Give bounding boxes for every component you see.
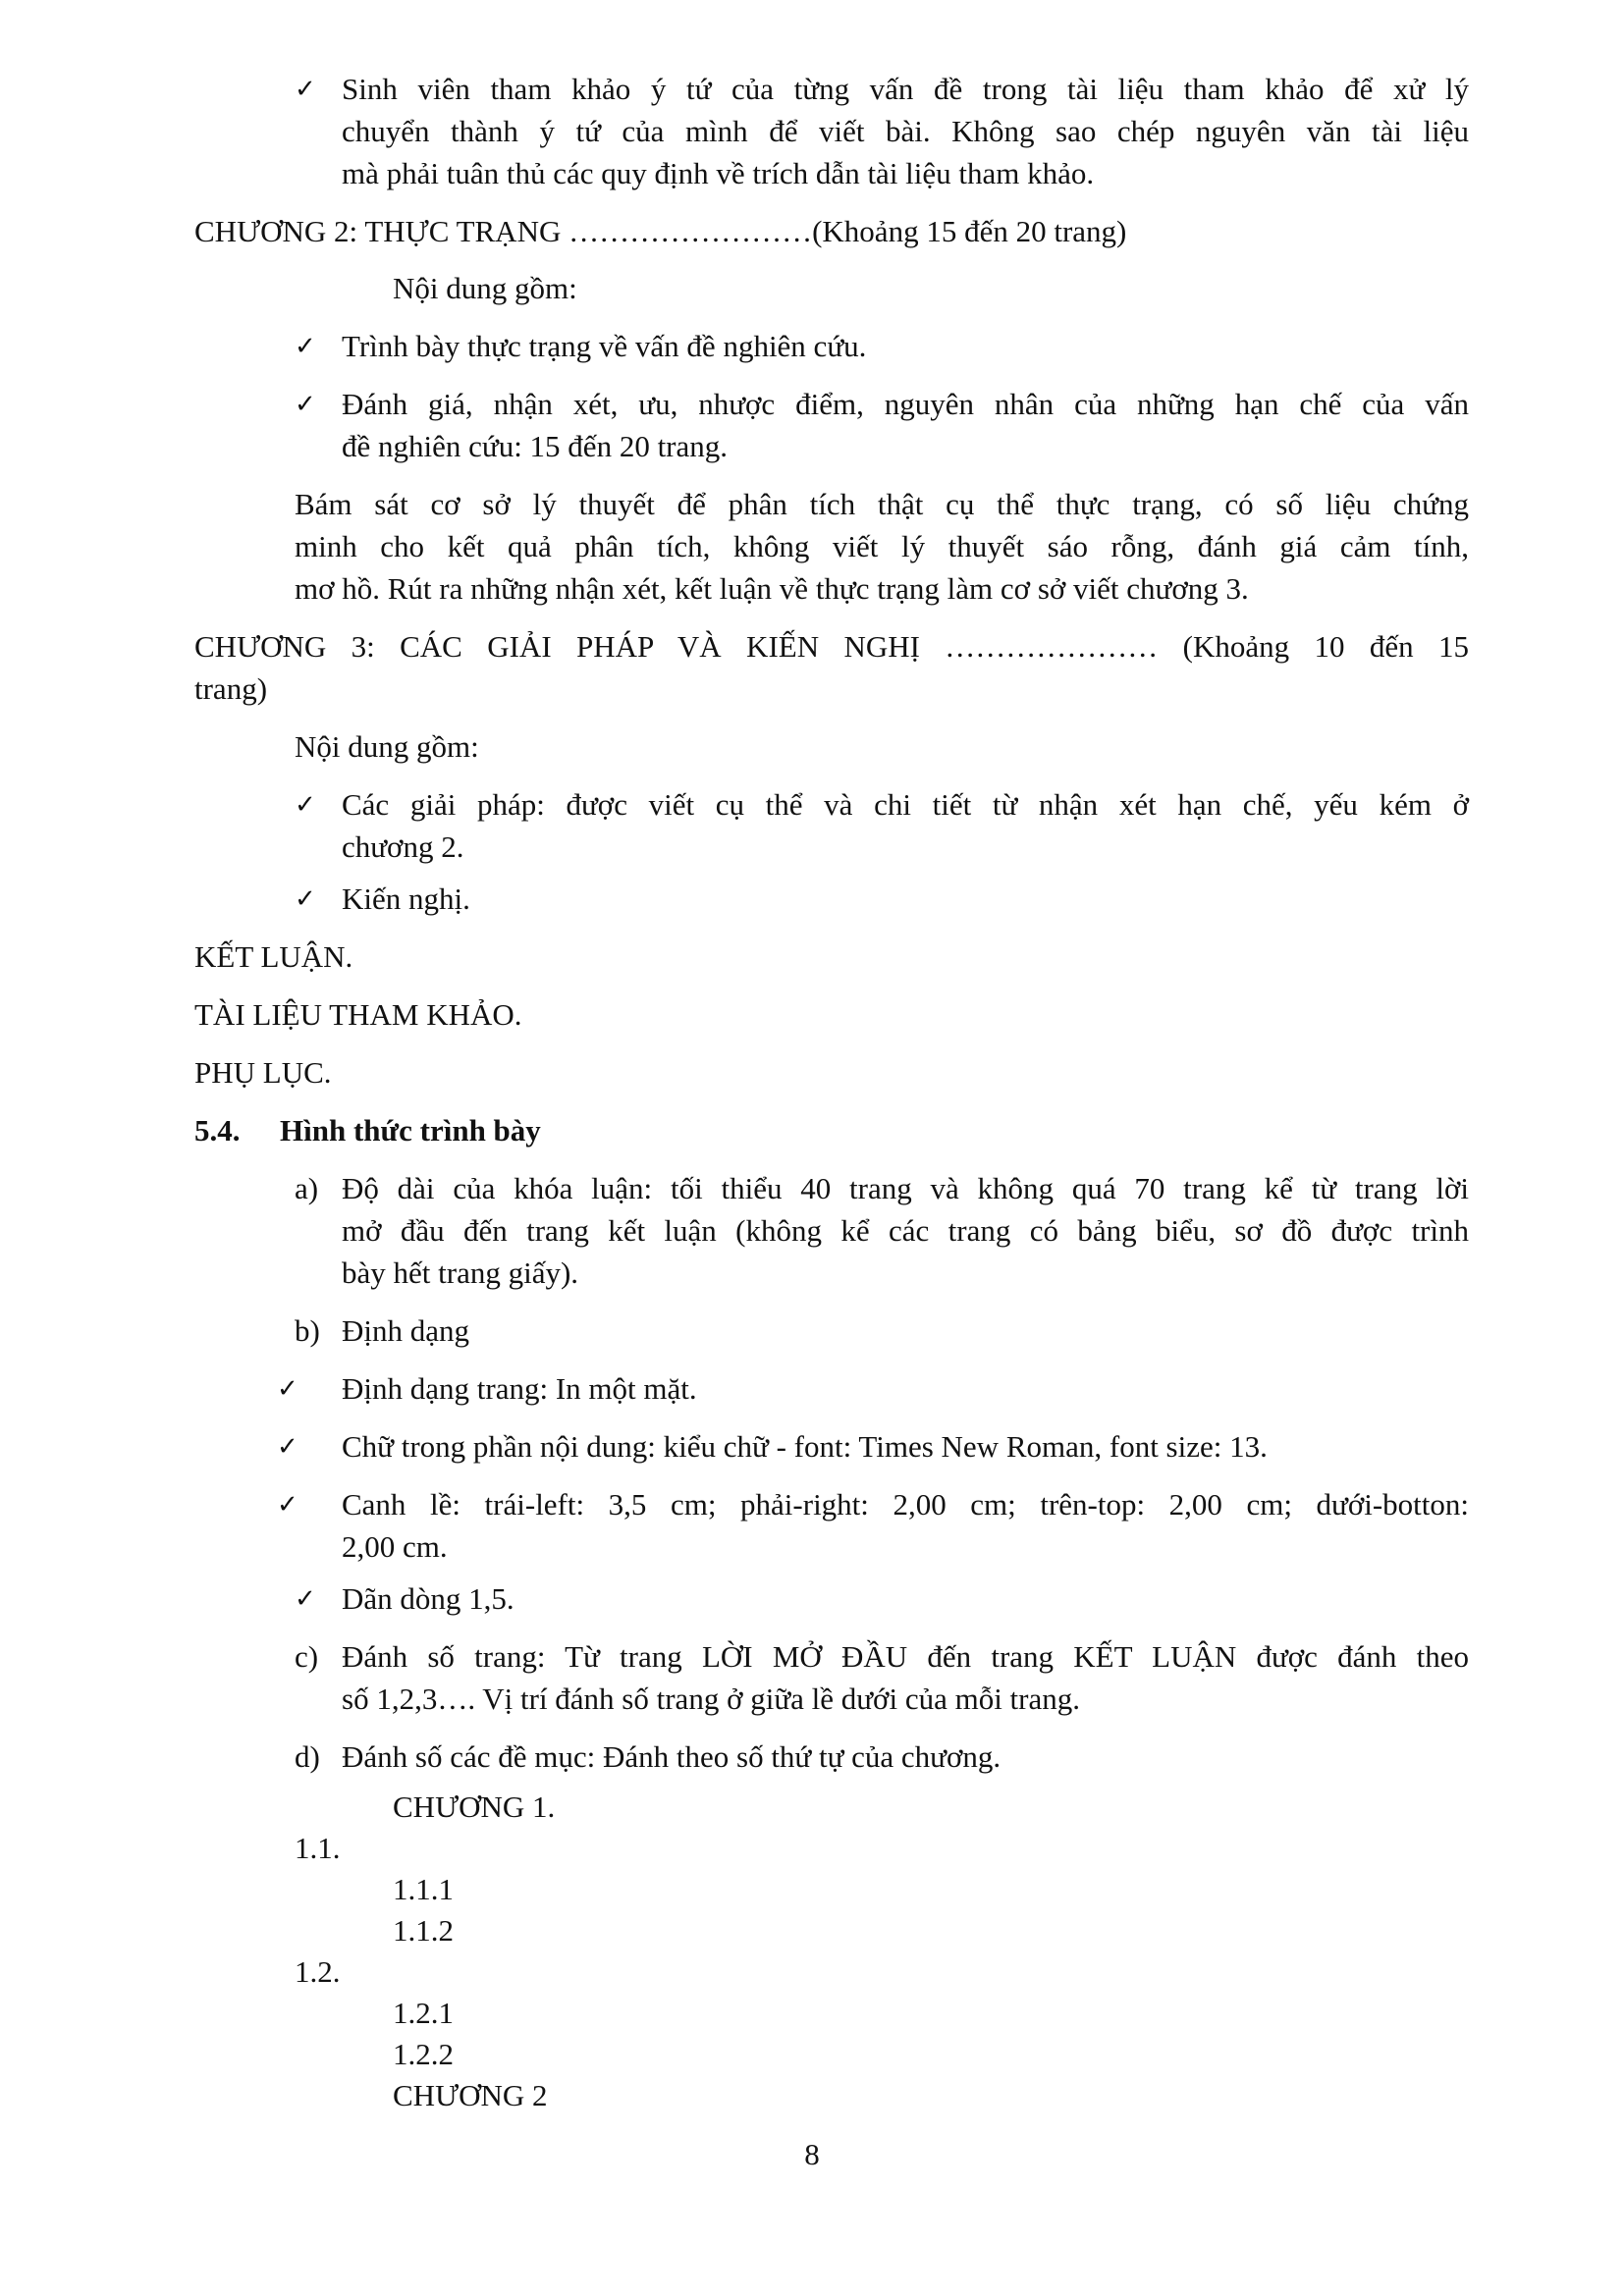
list-label: c) <box>295 1639 319 1674</box>
check-icon: ✓ <box>277 1432 298 1462</box>
content-intro: Nội dung gồm: <box>393 271 577 305</box>
list-label: d) <box>295 1739 320 1774</box>
section-title: Hình thức trình bày <box>280 1113 541 1148</box>
content-intro: Nội dung gồm: <box>295 729 479 764</box>
chapter-heading: CHƯƠNG 2: THỰC TRẠNG ……………………(Khoảng 15 đến 20 trang) <box>194 214 1127 248</box>
check-icon: ✓ <box>295 75 316 104</box>
list-item: Đánh số trang: Từ trang LỜI MỞ ĐẦU đến trang KẾT LUẬN được đánh theo <box>342 1639 1469 1674</box>
list-item: Độ dài của khóa luận: tối thiểu 40 trang và không quá 70 trang kể từ trang lời <box>342 1171 1469 1205</box>
chapter-heading: CHƯƠNG 3: CÁC GIẢI PHÁP VÀ KIẾN NGHỊ ………………… (Khoảng 10 đến 15 <box>194 629 1469 664</box>
list-item: Canh lề: trái-left: 3,5 cm; phải-right: 2,00 cm; trên-top: 2,00 cm; dưới-botton: <box>342 1487 1469 1522</box>
list-item: Đánh giá, nhận xét, ưu, nhược điểm, nguyên nhân của những hạn chế của vấn <box>342 387 1469 421</box>
section-number: 5.4. <box>194 1113 241 1148</box>
numbering-example-line: 1.2.1 <box>393 1996 454 2030</box>
list-item: Định dạng <box>342 1313 470 1348</box>
list-item: bày hết trang giấy). <box>342 1255 579 1290</box>
check-icon: ✓ <box>295 790 316 820</box>
check-icon: ✓ <box>295 390 316 419</box>
numbering-example-line: 1.1.2 <box>393 1913 454 1948</box>
paragraph-line: minh cho kết quả phân tích, không viết lý thuyết sáo rỗng, đánh giá cảm tính, <box>295 529 1469 563</box>
chapter-heading: trang) <box>194 671 268 706</box>
numbering-example-line: 1.2. <box>295 1954 341 1989</box>
check-icon: ✓ <box>295 884 316 914</box>
check-icon: ✓ <box>295 1584 316 1614</box>
list-item: đề nghiên cứu: 15 đến 20 trang. <box>342 429 729 463</box>
ket-luan-heading: KẾT LUẬN. <box>194 939 353 974</box>
list-item: số 1,2,3…. Vị trí đánh số trang ở giữa lề dưới của mỗi trang. <box>342 1682 1081 1716</box>
list-label: a) <box>295 1171 319 1205</box>
tai-lieu-heading: TÀI LIỆU THAM KHẢO. <box>194 997 522 1032</box>
numbering-example-line: CHƯƠNG 1. <box>393 1789 556 1824</box>
paragraph-line: mà phải tuân thủ các quy định về trích dẫn tài liệu tham khảo. <box>342 156 1095 190</box>
numbering-example-line: 1.1.1 <box>393 1872 454 1906</box>
list-item: 2,00 cm. <box>342 1529 448 1564</box>
paragraph-line: Sinh viên tham khảo ý tứ của từng vấn đề trong tài liệu tham khảo để xử lý <box>342 72 1469 106</box>
numbering-example-line: 1.2.2 <box>393 2037 454 2071</box>
list-item: Đánh số các đề mục: Đánh theo số thứ tự của chương. <box>342 1739 1001 1774</box>
list-item: Chữ trong phần nội dung: kiểu chữ - font: Times New Roman, font size: 13. <box>342 1429 1268 1464</box>
check-icon: ✓ <box>295 332 316 361</box>
numbering-example-line: 1.1. <box>295 1831 341 1865</box>
list-item: Kiến nghị. <box>342 881 470 916</box>
check-icon: ✓ <box>277 1374 298 1404</box>
paragraph-line: Bám sát cơ sở lý thuyết để phân tích thật cụ thể thực trạng, có số liệu chứng <box>295 487 1469 521</box>
list-item: chương 2. <box>342 829 464 864</box>
page-number: 8 <box>804 2137 820 2171</box>
list-label: b) <box>295 1313 320 1348</box>
list-item: Định dạng trang: In một mặt. <box>342 1371 697 1406</box>
list-item: Trình bày thực trạng về vấn đề nghiên cứu. <box>342 329 867 363</box>
paragraph-line: mơ hồ. Rút ra những nhận xét, kết luận về thực trạng làm cơ sở viết chương 3. <box>295 571 1249 606</box>
phu-luc-heading: PHỤ LỤC. <box>194 1055 332 1090</box>
numbering-example-line: CHƯƠNG 2 <box>393 2078 548 2112</box>
list-item: mở đầu đến trang kết luận (không kể các trang có bảng biểu, sơ đồ được trình <box>342 1213 1469 1248</box>
paragraph-line: chuyển thành ý tứ của mình để viết bài. Không sao chép nguyên văn tài liệu <box>342 114 1469 148</box>
check-icon: ✓ <box>277 1490 298 1520</box>
list-item: Các giải pháp: được viết cụ thể và chi tiết từ nhận xét hạn chế, yếu kém ở <box>342 787 1469 822</box>
list-item: Dãn dòng 1,5. <box>342 1581 514 1616</box>
